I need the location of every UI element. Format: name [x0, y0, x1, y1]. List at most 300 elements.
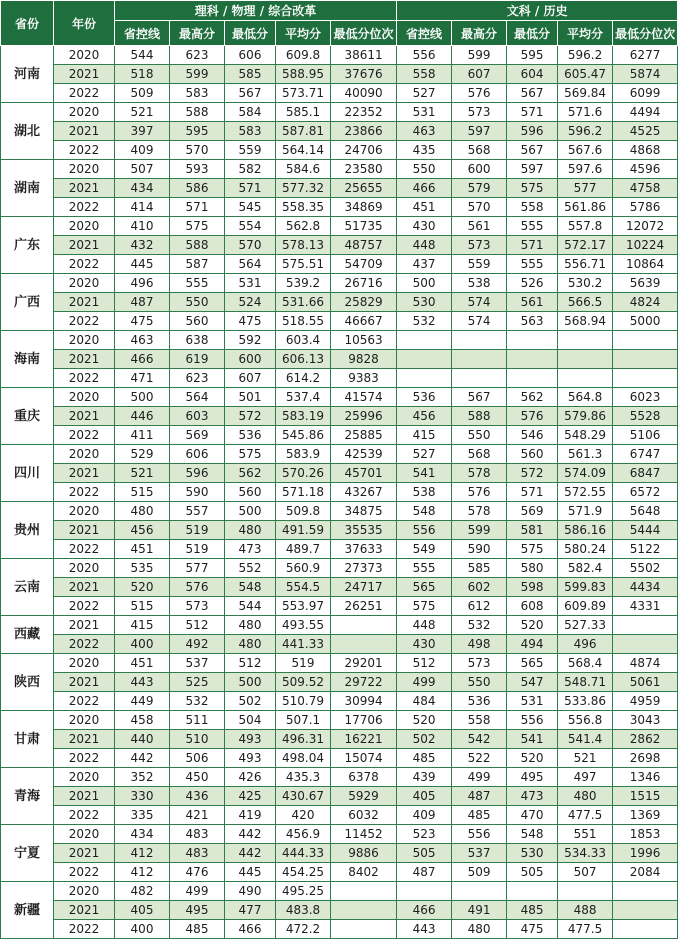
arts-value-cell: 556.8	[558, 711, 613, 730]
sci-value-cell: 515	[115, 597, 170, 616]
sci-value-cell: 512	[170, 616, 225, 635]
arts-value-cell: 526	[507, 274, 558, 293]
arts-value-cell: 533.86	[558, 692, 613, 711]
province-cell: 贵州	[1, 502, 54, 559]
sci-value-cell: 586	[170, 179, 225, 198]
arts-value-cell: 1515	[613, 787, 678, 806]
arts-value-cell: 538	[452, 274, 507, 293]
province-cell: 甘肃	[1, 711, 54, 768]
province-cell: 四川	[1, 445, 54, 502]
table-row	[1, 103, 678, 122]
header-arts-min-rank: 最低分位次	[613, 21, 678, 46]
sci-value-cell: 10563	[331, 331, 397, 350]
year-cell: 2021	[54, 521, 115, 540]
arts-value-cell: 477.5	[558, 920, 613, 939]
sci-value-cell: 572	[225, 407, 276, 426]
arts-value-cell: 604	[507, 65, 558, 84]
sci-value-cell: 554.5	[276, 578, 331, 597]
arts-value-cell: 484	[397, 692, 452, 711]
sci-value-cell: 23866	[331, 122, 397, 141]
sci-value-cell: 6378	[331, 768, 397, 787]
arts-value-cell: 494	[507, 635, 558, 654]
arts-value-cell: 599.83	[558, 578, 613, 597]
arts-value-cell: 4824	[613, 293, 678, 312]
year-cell: 2022	[54, 597, 115, 616]
table-row	[1, 350, 678, 369]
arts-value-cell: 470	[507, 806, 558, 825]
table-row	[1, 578, 678, 597]
arts-value-cell: 612	[452, 597, 507, 616]
sci-value-cell: 492	[170, 635, 225, 654]
sci-value-cell: 485	[170, 920, 225, 939]
sci-value-cell: 9886	[331, 844, 397, 863]
arts-value-cell: 549	[397, 540, 452, 559]
year-cell: 2022	[54, 255, 115, 274]
sci-value-cell: 588	[170, 236, 225, 255]
sci-value-cell: 397	[115, 122, 170, 141]
arts-value-cell: 509	[452, 863, 507, 882]
table-row	[1, 711, 678, 730]
sci-value-cell: 441.33	[276, 635, 331, 654]
arts-value-cell: 558	[397, 65, 452, 84]
arts-value-cell: 530.2	[558, 274, 613, 293]
sci-value-cell: 623	[170, 46, 225, 65]
sci-value-cell: 499	[170, 882, 225, 901]
table-row	[1, 122, 678, 141]
sci-value-cell: 584.6	[276, 160, 331, 179]
sci-value-cell: 463	[115, 331, 170, 350]
arts-value-cell: 573	[452, 236, 507, 255]
sci-value-cell: 531.66	[276, 293, 331, 312]
arts-value-cell: 541	[507, 730, 558, 749]
arts-value-cell	[558, 331, 613, 350]
arts-value-cell: 456	[397, 407, 452, 426]
arts-value-cell: 448	[397, 236, 452, 255]
arts-value-cell: 572	[507, 464, 558, 483]
header-sci-max-score: 最高分	[170, 21, 225, 46]
arts-value-cell: 532	[397, 312, 452, 331]
sci-value-cell: 409	[115, 141, 170, 160]
sci-value-cell: 476	[170, 863, 225, 882]
sci-value-cell: 445	[115, 255, 170, 274]
arts-value-cell: 575	[397, 597, 452, 616]
sci-value-cell: 475	[115, 312, 170, 331]
sci-value-cell: 521	[115, 103, 170, 122]
arts-value-cell: 605.47	[558, 65, 613, 84]
arts-value-cell: 485	[452, 806, 507, 825]
sci-value-cell: 442	[225, 844, 276, 863]
sci-value-cell: 529	[115, 445, 170, 464]
arts-value-cell: 497	[558, 768, 613, 787]
sci-value-cell: 434	[115, 825, 170, 844]
sci-value-cell: 500	[115, 388, 170, 407]
arts-value-cell: 574.09	[558, 464, 613, 483]
sci-value-cell: 410	[115, 217, 170, 236]
table-row	[1, 787, 678, 806]
sci-value-cell: 576	[170, 578, 225, 597]
sci-value-cell: 592	[225, 331, 276, 350]
sci-value-cell: 577.32	[276, 179, 331, 198]
arts-value-cell: 571	[507, 483, 558, 502]
arts-value-cell	[452, 369, 507, 388]
sci-value-cell: 16221	[331, 730, 397, 749]
year-cell: 2022	[54, 920, 115, 939]
province-cell: 广西	[1, 274, 54, 331]
arts-value-cell: 567	[452, 388, 507, 407]
arts-value-cell: 588	[452, 407, 507, 426]
sci-value-cell: 46667	[331, 312, 397, 331]
table-row	[1, 198, 678, 217]
arts-value-cell: 520	[507, 616, 558, 635]
arts-value-cell: 569	[507, 502, 558, 521]
arts-value-cell: 581	[507, 521, 558, 540]
arts-value-cell	[452, 882, 507, 901]
sci-value-cell: 501	[225, 388, 276, 407]
arts-value-cell: 570	[452, 198, 507, 217]
arts-value-cell: 573	[452, 654, 507, 673]
table-row	[1, 426, 678, 445]
sci-value-cell: 425	[225, 787, 276, 806]
sci-value-cell: 614.2	[276, 369, 331, 388]
sci-value-cell: 443	[115, 673, 170, 692]
sci-value-cell: 573.71	[276, 84, 331, 103]
arts-value-cell: 451	[397, 198, 452, 217]
arts-value-cell: 609.89	[558, 597, 613, 616]
arts-value-cell: 1346	[613, 768, 678, 787]
sci-value-cell: 25885	[331, 426, 397, 445]
arts-value-cell	[613, 616, 678, 635]
sci-value-cell: 29201	[331, 654, 397, 673]
sci-value-cell: 585.1	[276, 103, 331, 122]
arts-value-cell	[397, 350, 452, 369]
arts-value-cell: 597	[507, 160, 558, 179]
sci-value-cell: 500	[225, 673, 276, 692]
arts-value-cell: 6099	[613, 84, 678, 103]
sci-value-cell: 30994	[331, 692, 397, 711]
sci-value-cell: 477	[225, 901, 276, 920]
arts-value-cell: 2862	[613, 730, 678, 749]
sci-value-cell: 42539	[331, 445, 397, 464]
arts-value-cell: 4331	[613, 597, 678, 616]
arts-value-cell	[613, 369, 678, 388]
sci-value-cell: 458	[115, 711, 170, 730]
sci-value-cell: 554	[225, 217, 276, 236]
sci-value-cell: 575	[170, 217, 225, 236]
table-row	[1, 521, 678, 540]
arts-value-cell: 550	[397, 160, 452, 179]
sci-value-cell: 573	[170, 597, 225, 616]
sci-value-cell: 584	[225, 103, 276, 122]
table-row	[1, 749, 678, 768]
arts-value-cell: 538	[397, 483, 452, 502]
sci-value-cell: 432	[115, 236, 170, 255]
province-cell: 新疆	[1, 882, 54, 939]
province-cell: 重庆	[1, 388, 54, 445]
sci-value-cell: 524	[225, 293, 276, 312]
sci-value-cell: 564	[225, 255, 276, 274]
sci-value-cell: 51735	[331, 217, 397, 236]
arts-value-cell: 6747	[613, 445, 678, 464]
arts-value-cell: 597	[452, 122, 507, 141]
sci-value-cell: 456	[115, 521, 170, 540]
year-cell: 2022	[54, 84, 115, 103]
sci-value-cell: 449	[115, 692, 170, 711]
arts-value-cell: 2698	[613, 749, 678, 768]
sci-value-cell: 34875	[331, 502, 397, 521]
arts-value-cell: 556	[452, 825, 507, 844]
arts-value-cell: 568.94	[558, 312, 613, 331]
sci-value-cell: 567	[225, 84, 276, 103]
table-row	[1, 901, 678, 920]
table-row	[1, 388, 678, 407]
sci-value-cell: 445	[225, 863, 276, 882]
arts-value-cell: 571	[507, 103, 558, 122]
arts-value-cell: 541	[397, 464, 452, 483]
arts-value-cell	[397, 331, 452, 350]
arts-value-cell	[613, 882, 678, 901]
year-cell: 2021	[54, 578, 115, 597]
sci-value-cell: 444.33	[276, 844, 331, 863]
sci-value-cell: 587.81	[276, 122, 331, 141]
arts-value-cell: 5444	[613, 521, 678, 540]
sci-value-cell: 442	[225, 825, 276, 844]
arts-value-cell: 596.2	[558, 122, 613, 141]
arts-value-cell	[558, 350, 613, 369]
sci-value-cell: 509	[115, 84, 170, 103]
arts-value-cell: 561.3	[558, 445, 613, 464]
sci-value-cell: 583.9	[276, 445, 331, 464]
sci-value-cell	[331, 635, 397, 654]
sci-value-cell: 570	[170, 141, 225, 160]
sci-value-cell: 475	[225, 312, 276, 331]
header-science-group: 理科 / 物理 / 综合改革	[115, 1, 397, 21]
sci-value-cell: 596	[170, 464, 225, 483]
table-row	[1, 863, 678, 882]
arts-value-cell: 574	[452, 312, 507, 331]
sci-value-cell: 559	[225, 141, 276, 160]
arts-value-cell: 580	[507, 559, 558, 578]
arts-value-cell: 435	[397, 141, 452, 160]
sci-value-cell: 575.51	[276, 255, 331, 274]
arts-value-cell: 499	[397, 673, 452, 692]
year-cell: 2021	[54, 407, 115, 426]
arts-value-cell: 473	[507, 787, 558, 806]
sci-value-cell: 600	[225, 350, 276, 369]
sci-value-cell: 537	[170, 654, 225, 673]
arts-value-cell: 6023	[613, 388, 678, 407]
year-cell: 2021	[54, 293, 115, 312]
arts-value-cell: 3043	[613, 711, 678, 730]
sci-value-cell: 550	[170, 293, 225, 312]
year-cell: 2020	[54, 217, 115, 236]
sci-value-cell: 426	[225, 768, 276, 787]
table-row	[1, 255, 678, 274]
sci-value-cell: 510.79	[276, 692, 331, 711]
year-cell: 2022	[54, 806, 115, 825]
arts-value-cell: 498	[452, 635, 507, 654]
arts-value-cell: 439	[397, 768, 452, 787]
table-row	[1, 730, 678, 749]
sci-value-cell: 23580	[331, 160, 397, 179]
province-cell: 湖北	[1, 103, 54, 160]
sci-value-cell: 512	[225, 654, 276, 673]
sci-value-cell: 570	[225, 236, 276, 255]
arts-value-cell: 579.86	[558, 407, 613, 426]
arts-value-cell: 582.4	[558, 559, 613, 578]
sci-value-cell: 495	[170, 901, 225, 920]
arts-value-cell	[613, 901, 678, 920]
sci-value-cell: 35535	[331, 521, 397, 540]
arts-value-cell: 527	[397, 84, 452, 103]
table-row	[1, 293, 678, 312]
sci-value-cell: 473	[225, 540, 276, 559]
arts-value-cell: 520	[397, 711, 452, 730]
year-cell: 2021	[54, 179, 115, 198]
arts-value-cell: 448	[397, 616, 452, 635]
table-row	[1, 141, 678, 160]
sci-value-cell: 507.1	[276, 711, 331, 730]
arts-value-cell: 1369	[613, 806, 678, 825]
sci-value-cell: 515	[115, 483, 170, 502]
arts-value-cell: 571.9	[558, 502, 613, 521]
sci-value-cell: 509.52	[276, 673, 331, 692]
arts-value-cell: 5502	[613, 559, 678, 578]
arts-value-cell	[397, 369, 452, 388]
arts-value-cell: 574	[452, 293, 507, 312]
sci-value-cell: 544	[225, 597, 276, 616]
arts-value-cell	[613, 350, 678, 369]
sci-value-cell: 412	[115, 863, 170, 882]
arts-value-cell	[507, 369, 558, 388]
sci-value-cell: 606	[170, 445, 225, 464]
arts-value-cell: 531	[507, 692, 558, 711]
sci-value-cell: 466	[225, 920, 276, 939]
sci-value-cell: 545.86	[276, 426, 331, 445]
year-cell: 2020	[54, 46, 115, 65]
sci-value-cell: 26716	[331, 274, 397, 293]
sci-value-cell: 519	[276, 654, 331, 673]
arts-value-cell: 4874	[613, 654, 678, 673]
arts-value-cell: 405	[397, 787, 452, 806]
arts-value-cell: 572.55	[558, 483, 613, 502]
sci-value-cell: 41574	[331, 388, 397, 407]
sci-value-cell: 493	[225, 749, 276, 768]
arts-value-cell: 561	[452, 217, 507, 236]
sci-value-cell: 560	[170, 312, 225, 331]
sci-value-cell: 607	[225, 369, 276, 388]
arts-value-cell: 565	[507, 654, 558, 673]
arts-value-cell	[558, 369, 613, 388]
table-row	[1, 312, 678, 331]
table-row	[1, 882, 678, 901]
sci-value-cell: 29722	[331, 673, 397, 692]
sci-value-cell: 54709	[331, 255, 397, 274]
arts-value-cell: 10224	[613, 236, 678, 255]
year-cell: 2021	[54, 464, 115, 483]
arts-value-cell: 437	[397, 255, 452, 274]
header-sci-avg-score: 平均分	[276, 21, 331, 46]
arts-value-cell: 546	[507, 426, 558, 445]
year-cell: 2022	[54, 692, 115, 711]
table-row	[1, 768, 678, 787]
arts-value-cell: 536	[397, 388, 452, 407]
arts-value-cell: 558	[452, 711, 507, 730]
arts-value-cell: 590	[452, 540, 507, 559]
arts-value-cell: 466	[397, 901, 452, 920]
arts-value-cell: 499	[452, 768, 507, 787]
table-row	[1, 844, 678, 863]
year-cell: 2022	[54, 749, 115, 768]
arts-value-cell: 563	[507, 312, 558, 331]
sci-value-cell: 436	[170, 787, 225, 806]
sci-value-cell: 507	[115, 160, 170, 179]
arts-value-cell: 573	[452, 103, 507, 122]
sci-value-cell: 37676	[331, 65, 397, 84]
arts-value-cell: 4434	[613, 578, 678, 597]
arts-value-cell: 487	[397, 863, 452, 882]
arts-value-cell: 565	[397, 578, 452, 597]
sci-value-cell: 26251	[331, 597, 397, 616]
sci-value-cell: 504	[225, 711, 276, 730]
arts-value-cell: 5786	[613, 198, 678, 217]
arts-value-cell: 542	[452, 730, 507, 749]
arts-value-cell: 556	[397, 46, 452, 65]
header-sci-control-line: 省控线	[115, 21, 170, 46]
sci-value-cell: 558.35	[276, 198, 331, 217]
province-cell: 广东	[1, 217, 54, 274]
sci-value-cell: 583	[170, 84, 225, 103]
sci-value-cell: 548	[225, 578, 276, 597]
sci-value-cell: 415	[115, 616, 170, 635]
arts-value-cell: 512	[397, 654, 452, 673]
sci-value-cell: 496.31	[276, 730, 331, 749]
sci-value-cell: 25829	[331, 293, 397, 312]
arts-value-cell: 567	[507, 84, 558, 103]
table-row	[1, 179, 678, 198]
arts-value-cell: 487	[452, 787, 507, 806]
arts-value-cell	[613, 635, 678, 654]
header-sci-min-score: 最低分	[225, 21, 276, 46]
table-row	[1, 806, 678, 825]
sci-value-cell: 43267	[331, 483, 397, 502]
province-cell: 青海	[1, 768, 54, 825]
arts-value-cell	[613, 920, 678, 939]
sci-value-cell: 466	[115, 350, 170, 369]
table-row	[1, 597, 678, 616]
sci-value-cell: 562	[225, 464, 276, 483]
sci-value-cell: 577	[170, 559, 225, 578]
arts-value-cell: 578	[452, 502, 507, 521]
province-cell: 陕西	[1, 654, 54, 711]
year-cell: 2021	[54, 350, 115, 369]
year-cell: 2022	[54, 426, 115, 445]
sci-value-cell: 578.13	[276, 236, 331, 255]
sci-value-cell: 27373	[331, 559, 397, 578]
arts-value-cell	[452, 331, 507, 350]
sci-value-cell: 420	[276, 806, 331, 825]
sci-value-cell: 521	[115, 464, 170, 483]
arts-value-cell: 5106	[613, 426, 678, 445]
sci-value-cell: 400	[115, 920, 170, 939]
sci-value-cell: 555	[170, 274, 225, 293]
sci-value-cell: 9828	[331, 350, 397, 369]
year-cell: 2021	[54, 236, 115, 255]
table-row	[1, 920, 678, 939]
header-year: 年份	[54, 1, 115, 46]
sci-value-cell: 24717	[331, 578, 397, 597]
sci-value-cell: 493	[225, 730, 276, 749]
arts-value-cell: 567	[507, 141, 558, 160]
